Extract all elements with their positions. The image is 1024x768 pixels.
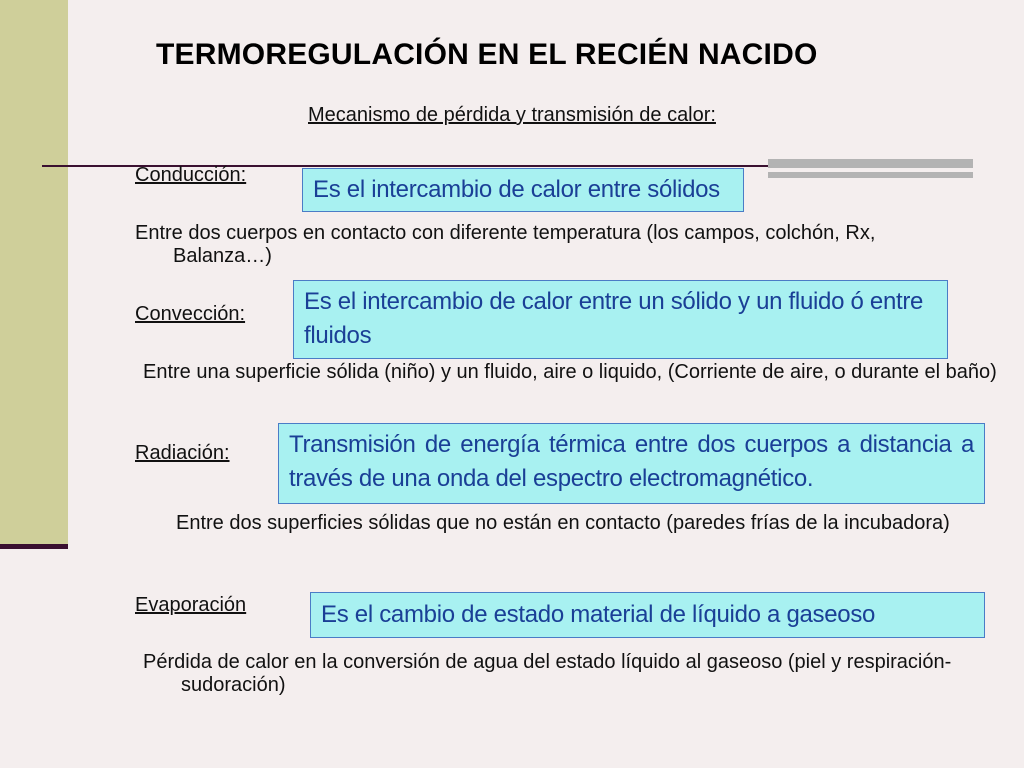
label-radiacion: Radiación: bbox=[135, 442, 230, 464]
label-evaporacion: Evaporación bbox=[135, 594, 247, 616]
sidebar-decoration bbox=[0, 0, 68, 548]
definition-conduccion: Es el intercambio de calor entre sólidos bbox=[302, 168, 744, 212]
decor-bar-top bbox=[768, 159, 973, 168]
label-conveccion: Convección: bbox=[135, 303, 246, 325]
decor-bar-bottom bbox=[768, 172, 973, 178]
description-radiacion: Entre dos superficies sólidas que no están en contacto (paredes frías de la incubadora) bbox=[176, 512, 950, 534]
description-conduccion: Entre dos cuerpos en contacto con diferente temperatura (los campos, colchón, Rx, Balanza…) bbox=[135, 222, 876, 267]
label-conduccion: Conducción: bbox=[135, 164, 247, 186]
definition-conveccion: Es el intercambio de calor entre un sólido y un fluido ó entre fluidos bbox=[293, 280, 948, 359]
description-evaporacion: Pérdida de calor en la conversión de agua del estado líquido al gaseoso (piel y respiración- sudoración) bbox=[143, 651, 952, 696]
slide-subtitle: Mecanismo de pérdida y transmisión de calor: bbox=[308, 104, 716, 126]
sidebar-rule bbox=[0, 544, 68, 549]
definition-radiacion: Transmisión de energía térmica entre dos cuerpos a distancia a través de una onda del espectro electromagnético. bbox=[278, 423, 985, 504]
slide-title: TERMOREGULACIÓN EN EL RECIÉN NACIDO bbox=[156, 38, 818, 71]
definition-evaporacion: Es el cambio de estado material de líquido a gaseoso bbox=[310, 592, 985, 638]
description-conveccion: Entre una superficie sólida (niño) y un fluido, aire o liquido, (Corriente de aire, o durante el baño) bbox=[143, 361, 997, 383]
